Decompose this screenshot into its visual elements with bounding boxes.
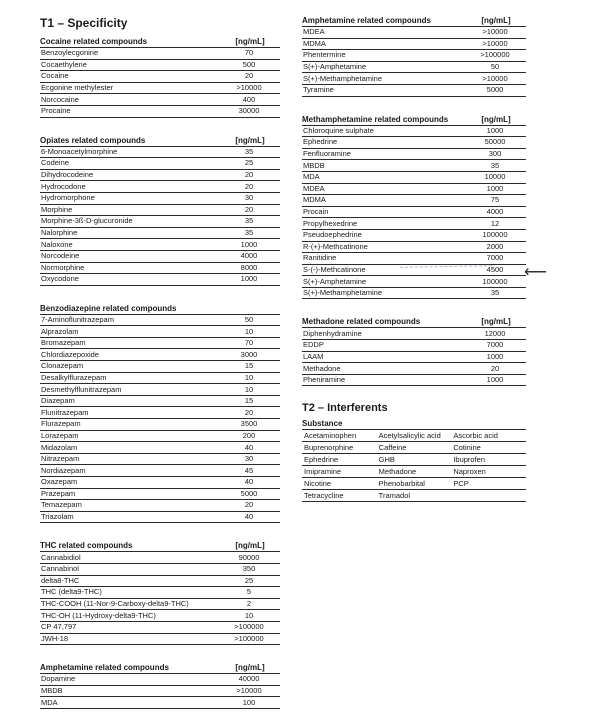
substance-cell: Tetracycline [302,490,377,502]
compound-section [302,113,526,300]
cutoff-value: 35 [218,146,280,158]
table-row [302,442,526,454]
cutoff-value: 10 [218,326,280,338]
table-row [40,94,280,106]
table-row [302,73,526,85]
compound-name: Prazepam [40,488,218,500]
compound-name: MDEA [302,183,464,195]
compound-name: Chloroquine sulphate [302,125,464,137]
cutoff-value: 3000 [218,349,280,361]
compound-name: Codeine [40,158,218,170]
cutoff-value: 90000 [218,552,280,564]
right-column [302,14,526,502]
table-row [40,82,280,94]
cutoff-value: 350 [218,563,280,575]
cutoff-value: 4000 [464,206,526,218]
compound-name: Normorphine [40,262,218,274]
compound-table [40,47,280,118]
table-row [302,206,526,218]
compound-name: CP 47,797 [40,621,218,633]
unit-label: [ng/mL] [235,541,265,551]
cutoff-value: 35 [218,227,280,239]
compound-name: MDMA [302,195,464,207]
compound-name: Oxycodone [40,274,218,286]
cutoff-value: 4500 [464,264,526,276]
table-row [40,274,280,286]
cutoff-value: 2 [218,598,280,610]
cutoff-value: 12 [464,218,526,230]
substance-cell: PCP [451,478,526,490]
compound-table [302,125,526,300]
compound-name: S(+)-Methamphetamine [302,287,464,299]
compound-table [302,327,526,386]
table-row [40,453,280,465]
table-row [302,351,526,363]
compound-name: Methadone [302,363,464,375]
compound-name: Norcodeine [40,250,218,262]
table-row [302,160,526,172]
section-header [40,539,280,550]
compound-name: Hydromorphone [40,192,218,204]
cutoff-value: >10000 [464,73,526,85]
table-row [40,598,280,610]
cutoff-value: 30000 [218,105,280,117]
cutoff-value: 2000 [464,241,526,253]
substance-header: Substance [302,419,343,429]
compound-name: Phentermine [302,50,464,62]
compound-name: Oxazepam [40,477,218,489]
table-row [40,48,280,60]
t2-interferents [302,402,526,502]
compound-name: Alprazolam [40,326,218,338]
table-row [40,442,280,454]
section-header [40,302,280,313]
cutoff-value: 10 [218,610,280,622]
compound-name: Fenfluoramine [302,148,464,160]
substance-cell: Imipramine [302,466,377,478]
compound-name: Tyramine [302,84,464,96]
table-row [40,337,280,349]
compound-name: Ranitidine [302,253,464,265]
cutoff-value: >10000 [464,27,526,39]
compound-name: THC-COOH (11-Nor-9-Carboxy-delta9-THC) [40,598,218,610]
cutoff-value: 45 [218,465,280,477]
table-row [40,384,280,396]
table-row [302,430,526,442]
table-row [40,372,280,384]
compound-name: Desmethylflunitrazepam [40,384,218,396]
table-row [40,146,280,158]
substance-cell: Acetylsalicylic acid [377,430,452,442]
substance-cell: Nicotine [302,478,377,490]
compound-name: Temazepam [40,500,218,512]
cutoff-value: 25 [218,575,280,587]
cutoff-value: 1000 [464,183,526,195]
unit-label: [ng/mL] [481,317,511,327]
substance-cell: Tramadol [377,490,452,502]
compound-name: Dihydrocodeine [40,169,218,181]
compound-name: MBDB [40,685,218,697]
cutoff-value: >100000 [464,50,526,62]
table-row [302,229,526,241]
compound-name: Nalorphine [40,227,218,239]
cutoff-value: 15 [218,361,280,373]
compound-name: Bromazepam [40,337,218,349]
table-row [40,697,280,709]
table-row [40,71,280,83]
compound-name: Desalkylflurazepam [40,372,218,384]
table-row [40,430,280,442]
compound-name: JWH-18 [40,633,218,645]
cutoff-value: 1000 [464,125,526,137]
cutoff-value: >10000 [218,82,280,94]
cutoff-value: 10 [218,384,280,396]
cutoff-value: 15 [218,395,280,407]
compound-name: Chlordiazepoxide [40,349,218,361]
compound-section [40,302,280,524]
cutoff-value: 200 [218,430,280,442]
compound-table [40,146,280,286]
table-row [302,241,526,253]
compound-section [40,134,280,286]
t1-title: T1 – Specificity [40,16,128,30]
compound-table [302,26,526,97]
compound-name: Ephedrine [302,137,464,149]
cutoff-value: 30 [218,192,280,204]
table-row [302,276,526,288]
compound-name: MDA [40,697,218,709]
cutoff-value: 7000 [464,340,526,352]
cutoff-value: 1000 [464,374,526,386]
substance-cell: GHB [377,454,452,466]
compound-name: LAAM [302,351,464,363]
compound-name: S-(-)-Methcatinone [302,264,464,276]
unit-label: [ng/mL] [481,114,511,124]
table-row [40,250,280,262]
table-row [302,454,526,466]
table-row [40,239,280,251]
section-header [302,14,526,25]
compound-name: Nordiazepam [40,465,218,477]
cutoff-value: 40000 [218,674,280,686]
substance-cell: Ephedrine [302,454,377,466]
t1-column [40,16,280,725]
compound-name: 6-Monoacetylmorphine [40,146,218,158]
table-row [302,363,526,375]
compound-section [302,315,526,386]
table-row [40,419,280,431]
table-row [40,192,280,204]
compound-name: Procain [302,206,464,218]
cutoff-value: 40 [218,511,280,523]
substance-cell: Cotinine [451,442,526,454]
cutoff-value: 1000 [464,351,526,363]
section-header [40,661,280,672]
cutoff-value: 50 [218,314,280,326]
substance-cell [451,490,526,502]
cutoff-value: 5 [218,587,280,599]
table-row [302,490,526,502]
cutoff-value: 50 [464,61,526,73]
compound-section [302,14,526,97]
table-row [40,621,280,633]
compound-name: 7-Aminoflunitrazepam [40,314,218,326]
cutoff-value: 30 [218,453,280,465]
table-row [40,349,280,361]
table-row [40,105,280,117]
compound-name: Propylhexedrine [302,218,464,230]
cutoff-value: 35 [218,216,280,228]
table-row [40,633,280,645]
compound-name: Pheniramine [302,374,464,386]
table-row [40,500,280,512]
table-row [302,137,526,149]
cutoff-value: >100000 [218,621,280,633]
table-row [302,287,526,299]
cutoff-value: 25 [218,158,280,170]
cutoff-value: 4000 [218,250,280,262]
cutoff-value: 70 [218,48,280,60]
substance-cell: Buprenorphine [302,442,377,454]
compound-name: Cocaine [40,71,218,83]
table-row [40,477,280,489]
cutoff-value: 10000 [464,171,526,183]
table-row [302,61,526,73]
table-row [40,158,280,170]
compound-name: Norcocaine [40,94,218,106]
compound-name: Benzoylecgonine [40,48,218,60]
section-title: Opiates related compounds [40,135,146,145]
cutoff-value: 20 [218,500,280,512]
compound-name: S(+)-Amphetamine [302,276,464,288]
table-row [40,488,280,500]
cutoff-value: 20 [218,204,280,216]
cutoff-value: 10 [218,372,280,384]
unit-label: [ng/mL] [235,663,265,673]
cutoff-value: 5000 [218,488,280,500]
unit-label: [ng/mL] [481,16,511,25]
compound-table [40,314,280,524]
table-row [40,326,280,338]
table-row [40,262,280,274]
handwritten-arrow-icon: ⟵ [524,264,547,281]
table-row [40,465,280,477]
table-row [40,181,280,193]
compound-name: Cocaethylene [40,59,218,71]
section-title: Benzodiazepine related compounds [40,303,177,313]
cutoff-value: 75 [464,195,526,207]
table-row [40,587,280,599]
substance-cell: Phenobarbital [377,478,452,490]
compound-name: S(+)-Methamphetamine [302,73,464,85]
compound-name: R-(+)-Methcatinone [302,241,464,253]
table-row [40,552,280,564]
cutoff-value: 1000 [218,274,280,286]
table-row [302,27,526,39]
compound-name: MBDB [302,160,464,172]
table-row [40,685,280,697]
cutoff-value: 300 [464,148,526,160]
unit-label: [ng/mL] [235,37,265,46]
cutoff-value: >10000 [218,685,280,697]
section-title: Amphetamine related compounds [40,663,169,673]
table-row [40,204,280,216]
table-row [302,84,526,96]
compound-name: Procaine [40,105,218,117]
cutoff-value: >10000 [464,38,526,50]
compound-name: Hydrocodone [40,181,218,193]
cutoff-value: 20 [464,363,526,375]
section-title: Methadone related compounds [302,317,421,327]
compound-name: THC (delta9-THC) [40,587,218,599]
compound-table [40,673,280,709]
interferents-table [302,429,526,502]
cutoff-value: 20 [218,71,280,83]
section-header [40,35,280,46]
cutoff-value: 20 [218,181,280,193]
table-row [302,253,526,265]
compound-name: Dopamine [40,674,218,686]
table-row [302,148,526,160]
cutoff-value: 100000 [464,229,526,241]
substance-cell: Methadone [377,466,452,478]
section-title: THC related compounds [40,541,133,551]
table-row [40,674,280,686]
unit-label: [ng/mL] [235,135,265,145]
cutoff-value: 70 [218,337,280,349]
section-header [302,315,526,326]
compound-name: MDA [302,171,464,183]
section-header [302,113,526,124]
compound-table [40,551,280,645]
cutoff-value: 35 [464,287,526,299]
table-row [302,374,526,386]
compound-section [40,661,280,709]
section-title: Amphetamine related compounds [302,16,431,25]
table-row [40,314,280,326]
table-row [40,610,280,622]
cutoff-value: 12000 [464,328,526,340]
table-row [40,169,280,181]
table-row [40,227,280,239]
table-row [302,466,526,478]
section-title: Cocaine related compounds [40,37,148,46]
cutoff-value: 20 [218,169,280,181]
cutoff-value: >100000 [218,633,280,645]
table-row [302,125,526,137]
cutoff-value: 7000 [464,253,526,265]
table-row [40,361,280,373]
substance-cell: Caffeine [377,442,452,454]
compound-name: THC-OH (11-Hydroxy-delta9-THC) [40,610,218,622]
cutoff-value: 20 [218,407,280,419]
section-title: Methamphetamine related compounds [302,114,449,124]
compound-name: Naloxone [40,239,218,251]
compound-section [40,539,280,645]
cutoff-value: 50000 [464,137,526,149]
table-row [40,216,280,228]
table-row [302,183,526,195]
table-row [302,171,526,183]
compound-name: Diazepam [40,395,218,407]
substance-cell: Ascorbic acid [451,430,526,442]
compound-name: Morphine-3ß-D-glucuronide [40,216,218,228]
compound-name: Flunitrazepam [40,407,218,419]
table-row [40,395,280,407]
compound-name: Cannabinol [40,563,218,575]
compound-name: Ecgonine methylester [40,82,218,94]
compound-name: Triazolam [40,511,218,523]
section-header [40,134,280,145]
table-row [302,218,526,230]
compound-name: EDDP [302,340,464,352]
cutoff-value: 40 [218,442,280,454]
compound-name: Nitrazepam [40,453,218,465]
compound-section [40,35,280,118]
table-row [302,328,526,340]
table-row [302,340,526,352]
table-row [302,478,526,490]
cutoff-value: 100 [218,697,280,709]
cutoff-value: 8000 [218,262,280,274]
substance-cell: Naproxen [451,466,526,478]
compound-name: Flurazepam [40,419,218,431]
compound-name: Diphenhydramine [302,328,464,340]
compound-name: MDMA [302,38,464,50]
compound-name: Pseudoephedrine [302,229,464,241]
table-row [40,563,280,575]
compound-name: Clonazepam [40,361,218,373]
table-row [40,575,280,587]
table-row [40,59,280,71]
cutoff-value: 5000 [464,84,526,96]
compound-name: Morphine [40,204,218,216]
substance-cell: Ibuprofen [451,454,526,466]
compound-name: Midazolam [40,442,218,454]
compound-name: MDEA [302,27,464,39]
table-row [40,407,280,419]
cutoff-value: 400 [218,94,280,106]
compound-name: delta8-THC [40,575,218,587]
cutoff-value: 40 [218,477,280,489]
table-row [302,38,526,50]
cutoff-value: 1000 [218,239,280,251]
table-row [40,511,280,523]
substance-cell: Acetaminophen [302,430,377,442]
compound-name: S(+)-Amphetamine [302,61,464,73]
table-row [302,50,526,62]
compound-name: Lorazepam [40,430,218,442]
cutoff-value: 3500 [218,419,280,431]
cutoff-value: 100000 [464,276,526,288]
t2-title: T2 – Interferents [302,402,388,415]
cutoff-value: 500 [218,59,280,71]
table-row [302,195,526,207]
compound-name: Cannabidiol [40,552,218,564]
cutoff-value: 35 [464,160,526,172]
